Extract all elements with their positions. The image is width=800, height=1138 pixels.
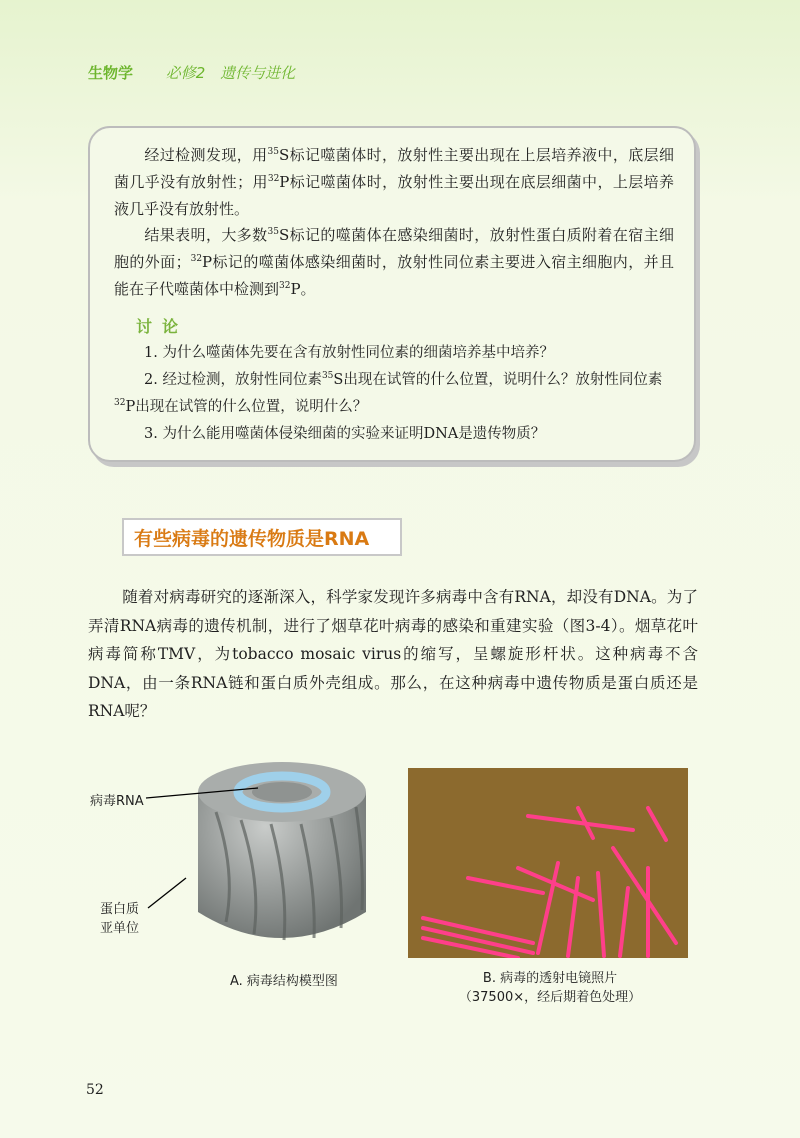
caption-b: B. 病毒的透射电镜照片 （37500×，经后期着色处理） xyxy=(458,971,642,1005)
section-title: 有些病毒的遗传物质是RNA xyxy=(122,518,402,556)
label-virus-rna: 病毒RNA xyxy=(90,794,144,809)
question-1: 1. 为什么噬菌体先要在含有放射性同位素的细菌培养基中培养？ xyxy=(144,345,554,361)
page-number: 52 xyxy=(86,1082,104,1098)
header-book: 必修2 xyxy=(165,64,206,82)
question-3: 3. 为什么能用噬菌体侵染细菌的实验来证明DNA是遗传物质？ xyxy=(144,426,546,442)
discussion-title: 讨论 xyxy=(136,317,189,336)
body-paragraph: 随着对病毒研究的逐渐深入，科学家发现许多病毒中含有RNA，却没有DNA。为了弄清RNA病毒的遗传机制，进行了烟草花叶病毒的感染和重建实验（图3-4）。烟草花叶病毒简称TMV，为tobacco mosaic virus的缩写，呈螺旋形杆状。这种病毒不含DNA，由一条RNA链和蛋白质外壳组成。那么，在这种病毒中遗传物质是蛋白质还是RNA呢？ xyxy=(88,588,698,720)
question-2: 2. 经过检测，放射性同位素$^{35}$S出现在试管的什么位置，说明什么？放射性同位素$^{32}$P出现在试管的什么位置，说明什么？ xyxy=(114,371,663,415)
header-subject: 生物学 xyxy=(88,64,134,82)
box-paragraph-2: 结果表明，大多数$^{35}$S标记的噬菌体在感染细菌时，放射性蛋白质附着在宿主细胞的外面；$^{32}$P标记的噬菌体感染细菌时，放射性同位素主要进入宿主细胞内，并且能在子代噬菌体中检测到$^{32}$P。 xyxy=(114,226,674,298)
box-paragraph-1: 经过检测发现，用$^{35}$S标记噬菌体时，放射性主要出现在上层培养液中，底层细菌几乎没有放射性；用$^{32}$P标记噬菌体时，放射性主要出现在底层细菌中，上层培养液几乎没有放射性。 xyxy=(114,146,674,218)
caption-a: A. 病毒结构模型图 xyxy=(230,974,338,989)
header-chapter: 遗传与进化 xyxy=(220,64,296,82)
label-protein-subunit: 蛋白质 亚单位 xyxy=(100,902,140,936)
